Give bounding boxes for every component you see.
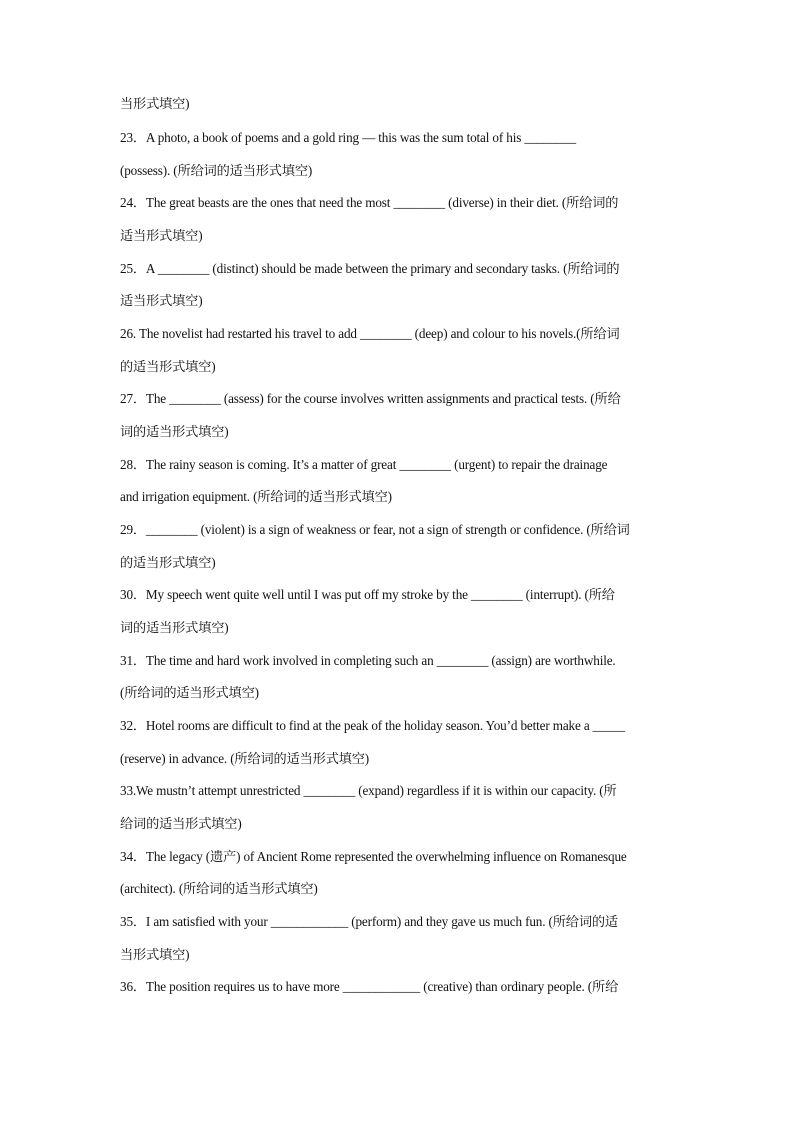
question-34-line-1: 34．The legacy (遗产) of Ancient Rome represented the overwhelming influence on Romanesque [120, 849, 627, 864]
question-33-line-2: 给词的适当形式填空) [120, 816, 242, 831]
question-35-line-1: 35．I am satisfied with your ____________ (perform) and they gave us much fun. (所给词的适 [120, 914, 618, 929]
question-28-line-2: and irrigation equipment. (所给词的适当形式填空) [120, 489, 392, 504]
question-23-line-1: 23．A photo, a book of poems and a gold ring — this was the sum total of his ________ [120, 130, 576, 145]
text-line: 当形式填空) [120, 96, 190, 111]
question-29-line-2: 的适当形式填空) [120, 555, 216, 570]
question-36-line-1: 36．The position requires us to have more ____________ (creative) than ordinary people. (所给 [120, 979, 619, 994]
question-32-line-2: (reserve) in advance. (所给词的适当形式填空) [120, 751, 370, 766]
question-25-line-1: 25．A ________ (distinct) should be made between the primary and secondary tasks. (所给词的 [120, 261, 620, 276]
question-24-line-1: 24．The great beasts are the ones that need the most ________ (diverse) in their diet. (所给词的 [120, 195, 619, 210]
question-34-line-2: (architect). (所给词的适当形式填空) [120, 881, 318, 896]
question-23-line-2: (possess). (所给词的适当形式填空) [120, 163, 313, 178]
question-27-line-2: 词的适当形式填空) [120, 424, 229, 439]
question-26-line-1: 26. The novelist had restarted his travel to add ________ (deep) and colour to his novels.(所给词 [120, 326, 620, 341]
question-32-line-1: 32．Hotel rooms are difficult to find at the peak of the holiday season. You’d better make a _____ [120, 718, 625, 733]
question-27-line-1: 27．The ________ (assess) for the course involves written assignments and practical tests. (所给 [120, 391, 621, 406]
question-29-line-1: 29．________ (violent) is a sign of weakness or fear, not a sign of strength or confidence. (所给词 [120, 522, 630, 537]
question-31-line-1: 31．The time and hard work involved in completing such an ________ (assign) are worthwhile. [120, 653, 616, 668]
question-30-line-2: 词的适当形式填空) [120, 620, 229, 635]
question-24-line-2: 适当形式填空) [120, 228, 203, 243]
question-26-line-2: 的适当形式填空) [120, 359, 216, 374]
question-33-line-1: 33.We mustn’t attempt unrestricted ________ (expand) regardless if it is within our capacity. (所 [120, 783, 617, 798]
question-28-line-1: 28．The rainy season is coming. It’s a matter of great ________ (urgent) to repair the drainage [120, 457, 608, 472]
question-30-line-1: 30．My speech went quite well until I was put off my stroke by the ________ (interrupt). (所给 [120, 587, 615, 602]
question-25-line-2: 适当形式填空) [120, 293, 203, 308]
question-31-line-2: (所给词的适当形式填空) [120, 685, 259, 700]
question-35-line-2: 当形式填空) [120, 947, 190, 962]
